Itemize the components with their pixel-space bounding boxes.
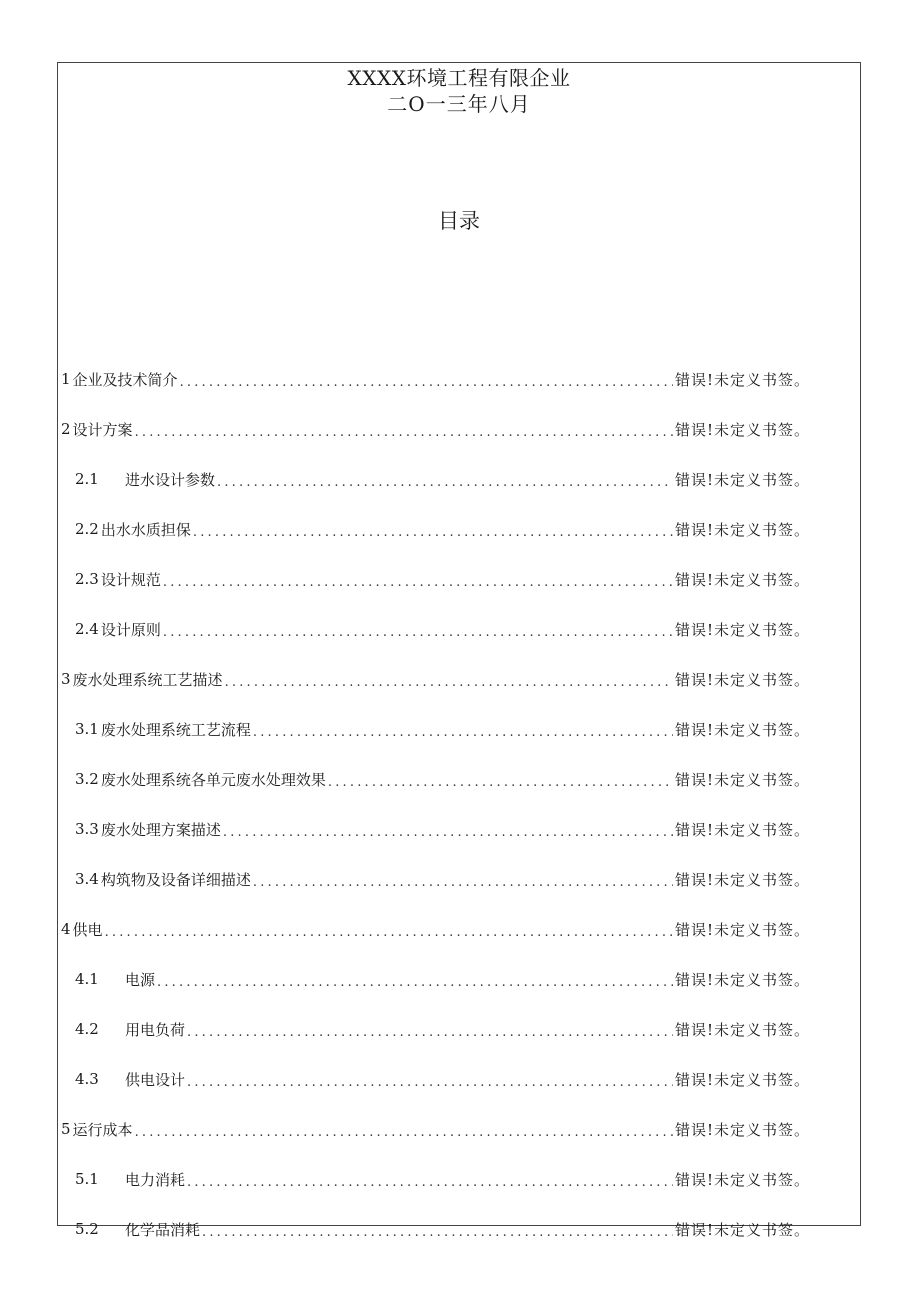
- toc-dot-leader: [105, 925, 673, 940]
- toc-entry[interactable]: [58, 754, 860, 804]
- toc-dot-leader: [193, 525, 673, 540]
- toc-entry-page-ref: 错误!未定义书签。: [674, 770, 810, 789]
- toc-entry-page-ref: 错误!未定义书签。: [674, 1070, 810, 1089]
- toc-entry-label: 电力消耗: [125, 1170, 186, 1189]
- toc-entry[interactable]: [58, 654, 860, 704]
- toc-entry-number: 2.3: [75, 570, 99, 588]
- toc-entry-page-ref: 错误!未定义书签。: [674, 720, 810, 739]
- toc-entry-label: 进水设计参数: [125, 470, 216, 489]
- toc-entry-label: 废水处理方案描述: [100, 820, 221, 839]
- toc-dot-leader: [253, 725, 673, 740]
- toc-entry-page-ref: 错误!未定义书签。: [674, 870, 810, 889]
- toc-entry-number: 3.2: [75, 770, 99, 788]
- toc-entry-label: 化学品消耗: [125, 1220, 201, 1239]
- toc-entry-label: 用电负荷: [125, 1020, 186, 1039]
- toc-entry-page-ref: 错误!未定义书签。: [674, 670, 810, 689]
- toc-dot-leader: [225, 675, 673, 690]
- toc-entry-label: 废水处理系统各单元废水处理效果: [100, 770, 326, 789]
- document-date: 二O一三年八月: [387, 92, 531, 116]
- toc-entry-number: 3.3: [75, 820, 99, 838]
- toc-entry[interactable]: [58, 854, 860, 904]
- toc-dot-leader: [202, 1225, 673, 1240]
- toc-entry-page-ref: 错误!未定义书签。: [674, 620, 810, 639]
- toc-entry-page-ref: 错误!未定义书签。: [674, 920, 810, 939]
- toc-entry-page-ref: 错误!未定义书签。: [674, 970, 810, 989]
- toc-entry-number: 4: [61, 920, 71, 938]
- toc-entry-label: 企业及技术简介: [72, 370, 178, 389]
- toc-entry[interactable]: [58, 704, 860, 754]
- toc-entry-number: 4.1: [75, 970, 99, 988]
- toc-entry-number: 3.1: [75, 720, 99, 738]
- toc-entry-label: 设计规范: [100, 570, 161, 589]
- toc-entry[interactable]: [58, 1054, 860, 1104]
- company-name: XXXX环境工程有限企业: [347, 66, 571, 90]
- toc-dot-leader: [187, 1025, 673, 1040]
- toc-entry-label: 出水水质担保: [100, 520, 191, 539]
- toc-entry-number: 5: [61, 1120, 71, 1138]
- document-page: [57, 62, 861, 1239]
- toc-entry-page-ref: 错误!未定义书签。: [674, 1120, 810, 1139]
- toc-entry[interactable]: [58, 454, 860, 504]
- toc-entry-page-ref: 错误!未定义书签。: [674, 1220, 810, 1239]
- table-of-contents: [58, 354, 860, 1254]
- toc-entry[interactable]: [58, 954, 860, 1004]
- toc-entry-number: 3.4: [75, 870, 99, 888]
- toc-dot-leader: [253, 875, 673, 890]
- toc-dot-leader: [135, 425, 673, 440]
- toc-entry-number: 2: [61, 420, 71, 438]
- toc-entry-number: 5.2: [75, 1220, 99, 1238]
- toc-entry[interactable]: [58, 1004, 860, 1054]
- toc-entry-number: 2.4: [75, 620, 99, 638]
- toc-entry-number: 4.2: [75, 1020, 99, 1038]
- toc-entry-number: 1: [61, 370, 71, 388]
- toc-entry-page-ref: 错误!未定义书签。: [674, 820, 810, 839]
- toc-entry-page-ref: 错误!未定义书签。: [674, 1170, 810, 1189]
- toc-entry-page-ref: 错误!未定义书签。: [674, 520, 810, 539]
- toc-dot-leader: [157, 975, 673, 990]
- toc-entry[interactable]: [58, 554, 860, 604]
- toc-entry-number: 2.2: [75, 520, 99, 538]
- toc-entry[interactable]: [58, 804, 860, 854]
- toc-entry-label: 供电设计: [125, 1070, 186, 1089]
- toc-entry-page-ref: 错误!未定义书签。: [674, 420, 810, 439]
- toc-entry[interactable]: [58, 1104, 860, 1154]
- toc-dot-leader: [328, 775, 673, 790]
- toc-entry-page-ref: 错误!未定义书签。: [674, 1020, 810, 1039]
- toc-entry-label: 设计方案: [72, 420, 133, 439]
- toc-entry-page-ref: 错误!未定义书签。: [674, 370, 810, 389]
- toc-entry-label: 运行成本: [72, 1120, 133, 1139]
- toc-entry[interactable]: [58, 1204, 860, 1254]
- toc-dot-leader: [187, 1175, 673, 1190]
- toc-entry[interactable]: [58, 904, 860, 954]
- toc-entry[interactable]: [58, 354, 860, 404]
- toc-entry[interactable]: [58, 404, 860, 454]
- toc-entry-label: 构筑物及设备详细描述: [100, 870, 251, 889]
- toc-title: 目录: [438, 209, 480, 233]
- toc-entry-label: 电源: [125, 970, 156, 989]
- toc-entry[interactable]: [58, 1154, 860, 1204]
- toc-dot-leader: [223, 825, 673, 840]
- toc-entry-page-ref: 错误!未定义书签。: [674, 470, 810, 489]
- toc-entry-number: 5.1: [75, 1170, 99, 1188]
- toc-entry-number: 3: [61, 670, 71, 688]
- toc-entry-label: 废水处理系统工艺描述: [72, 670, 223, 689]
- toc-dot-leader: [163, 575, 673, 590]
- toc-entry-page-ref: 错误!未定义书签。: [674, 570, 810, 589]
- toc-dot-leader: [135, 1125, 673, 1140]
- toc-dot-leader: [180, 375, 673, 390]
- toc-dot-leader: [163, 625, 673, 640]
- toc-entry-label: 设计原则: [100, 620, 161, 639]
- toc-entry-label: 废水处理系统工艺流程: [100, 720, 251, 739]
- toc-dot-leader: [187, 1075, 673, 1090]
- toc-entry[interactable]: [58, 504, 860, 554]
- toc-entry-number: 4.3: [75, 1070, 99, 1088]
- toc-entry-label: 供电: [72, 920, 103, 939]
- toc-entry[interactable]: [58, 604, 860, 654]
- document-header: [58, 65, 860, 117]
- toc-entry-number: 2.1: [75, 470, 99, 488]
- toc-dot-leader: [217, 475, 673, 490]
